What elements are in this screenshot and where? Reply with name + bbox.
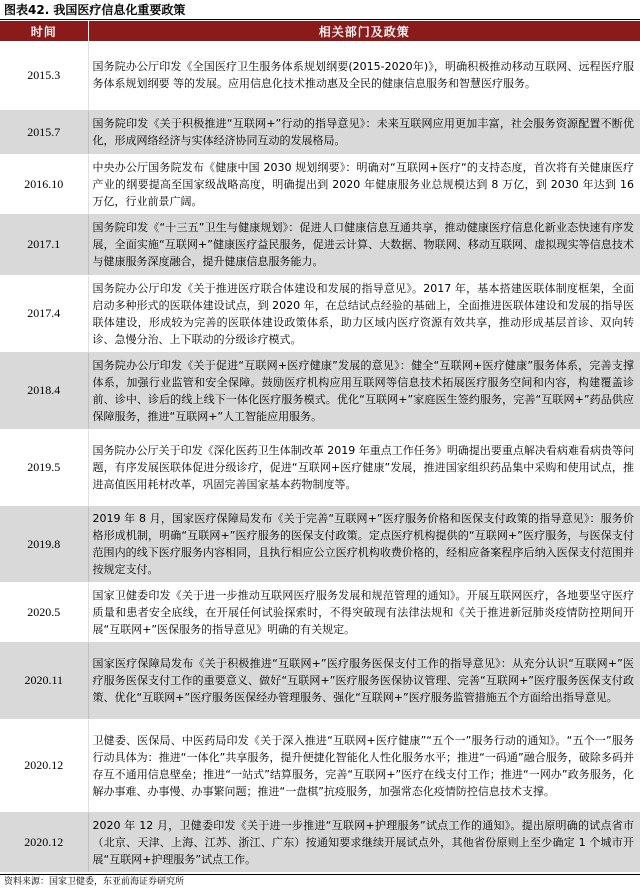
- row-date: 2016.10: [0, 154, 88, 214]
- title-divider: [0, 19, 640, 20]
- table-row: [0, 582, 640, 642]
- source-note: 资料来源：国家卫健委，东亚前海证券研究所: [4, 877, 185, 887]
- row-policy-text: 2020 年 12 月，卫健委印发《关于进一步推进“互联网+护理服务”试点工作的通知》。提出原明确的试点省市（北京、天津、上海、江苏、浙江、广东）按通知要求继续开展试点外，其他省份原则上至少确定 1 个城市开展“互联网+护理服务”试点工作。: [88, 812, 640, 872]
- row-policy-text: 国务院办公厅印发《全国医疗卫生服务体系规划纲要(2015-2020年)》，明确积极推动移动互联网、远程医疗服务体系规划纲要 等的发展。应用信息化技术推动惠及全民的健康信息服务和智慧医疗服务。: [88, 41, 640, 110]
- row-policy-text: 国家卫健委印发《关于进一步推动互联网医疗服务发展和规范管理的通知》。开展互联网医疗，各地要坚守医疗质量和患者安全底线，在开展任何试验探索时，不得突破现有法律法规和《关于推进新冠肺炎疫情防控期间开展“互联网+”医保服务的指导意见》明确的有关规定。: [88, 582, 640, 642]
- row-date: 2019.8: [0, 506, 88, 582]
- row-date: 2020.12: [0, 719, 88, 812]
- table-row: [0, 429, 640, 506]
- row-date: 2015.3: [0, 41, 88, 110]
- row-policy-text: 2019 年 8 月，国家医疗保障局发布《关于完善“互联网+”医疗服务价格和医保支付政策的指导意见》：服务价格形成机制，明确“互联网+”医疗服务的医保支付政策。定点医疗机构提供的“互联网+”医疗服务，与医保支付范围内的线下医疗服务内容相同，且执行相应公立医疗机构收费价格的，经相应备案程序后纳入医保支付范围并按规定支付。: [88, 506, 640, 582]
- row-policy-text: 国务院印发《关于积极推进“互联网+”行动的指导意见》：未来互联网应用更加丰富，社会服务资源配置不断优化，形成网络经济与实体经济协同互动的发展格局。: [88, 110, 640, 154]
- source-divider: [0, 874, 640, 875]
- table-row: [0, 642, 640, 719]
- row-date: 2020.12: [0, 812, 88, 872]
- table-row: [0, 110, 640, 154]
- row-date: 2017.1: [0, 214, 88, 275]
- table-header-row: [0, 21, 640, 41]
- header-policy: 相关部门及政策: [88, 21, 640, 41]
- row-policy-text: 卫健委、医保局、中医药局印发《关于深入推进“互联网+医疗健康”“五个一”服务行动的通知》。“五个一”服务行动具体为：推进“一体化”共享服务，提升便捷化智能化人性化服务水平；推进“一码通”融合服务，破除多码并存互不通用信息壁垒；推进“一站式”结算服务，完善“互联网+”医疗在线支付工作；推进“一网办”政务服务，化解办事难、办事慢、办事繁问题；推进“一盘棋”抗疫服务，加强常态化疫情防控信息技术支撑。: [88, 719, 640, 812]
- header-time: 时间: [0, 21, 88, 41]
- policy-table: [0, 21, 640, 873]
- figure-title: 图表42. 我国医疗信息化重要政策: [4, 3, 186, 17]
- table-row: [0, 506, 640, 582]
- row-date: 2018.4: [0, 352, 88, 429]
- row-date: 2020.11: [0, 642, 88, 719]
- table-row: [0, 154, 640, 214]
- row-date: 2017.4: [0, 275, 88, 352]
- row-date: 2019.5: [0, 429, 88, 506]
- table-row: [0, 214, 640, 275]
- row-policy-text: 国务院办公厅印发《关于促进“互联网+医疗健康”发展的意见》：健全“互联网+医疗健康”服务体系，完善支撑体系，加强行业监管和安全保障。鼓励医疗机构应用互联网等信息技术拓展医疗服务空间和内容，构建覆盖诊前、诊中、诊后的线上线下一体化医疗服务模式。优化“互联网+”家庭医生签约服务，完善“互联网+”药品供应保障服务，推进“互联网+”人工智能应用服务。: [88, 352, 640, 429]
- table-row: [0, 41, 640, 110]
- row-policy-text: 中央办公厅国务院发布《健康中国 2030 规划纲要》：明确对“互联网+医疗“的支持态度，首次将有关健康医疗产业的纲要提高至国家级战略高度，明确提出到 2020 年健康服务业总规模达到 8 万亿，到 2030 年达到 16 万亿，行业前景广阔。: [88, 154, 640, 214]
- row-date: 2020.5: [0, 582, 88, 642]
- row-policy-text: 国务院办公厅关于印发《深化医药卫生体制改革 2019 年重点工作任务》明确提出要重点解决看病难看病贵等问题，有序发展医联体促进分级诊疗，促进“互联网+医疗健康”发展，推进国家组织药品集中采购和使用试点，推进高值医用耗材改革，巩固完善国家基本药物制度等。: [88, 429, 640, 506]
- row-policy-text: 国务院办公厅印发《关于推进医疗联合体建设和发展的指导意见》。2017 年，基本搭建医联体制度框架，全面启动多种形式的医联体建设试点，到 2020 年，在总结试点经验的基础上，全面推进医联体建设和发展的指导医联体建设，形成较为完善的医联体建设政策体系，助力区域内医疗资源有效共享，推动形成基层首诊、双向转诊、急慢分治、上下联动的分级诊疗模式。: [88, 275, 640, 352]
- table-row: [0, 812, 640, 872]
- row-policy-text: 国务院印发《“十三五”卫生与健康规划》：促进人口健康信息互通共享，推动健康医疗信息化新业态快速有序发展，全面实施“互联网+”健康医疗益民服务，促进云计算、大数据、物联网、移动互联网、虚拟现实等信息技术与健康服务深度融合，提升健康信息服务能力。: [88, 214, 640, 275]
- table-row: [0, 719, 640, 812]
- table-row: [0, 275, 640, 352]
- row-policy-text: 国家医疗保障局发布《关于积极推进“互联网+”医疗服务医保支付工作的指导意见》：从充分认识“互联网+”医疗服务医保支付工作的重要意义、做好“互联网+”医疗服务医保协议管理、完善“互联网+”医疗服务医保支付政策、优化“互联网+”医疗服务医保经办管理服务、强化“互联网+”医疗服务监管措施五个方面给出指导意见。: [88, 642, 640, 719]
- row-date: 2015.7: [0, 110, 88, 154]
- table-row: [0, 352, 640, 429]
